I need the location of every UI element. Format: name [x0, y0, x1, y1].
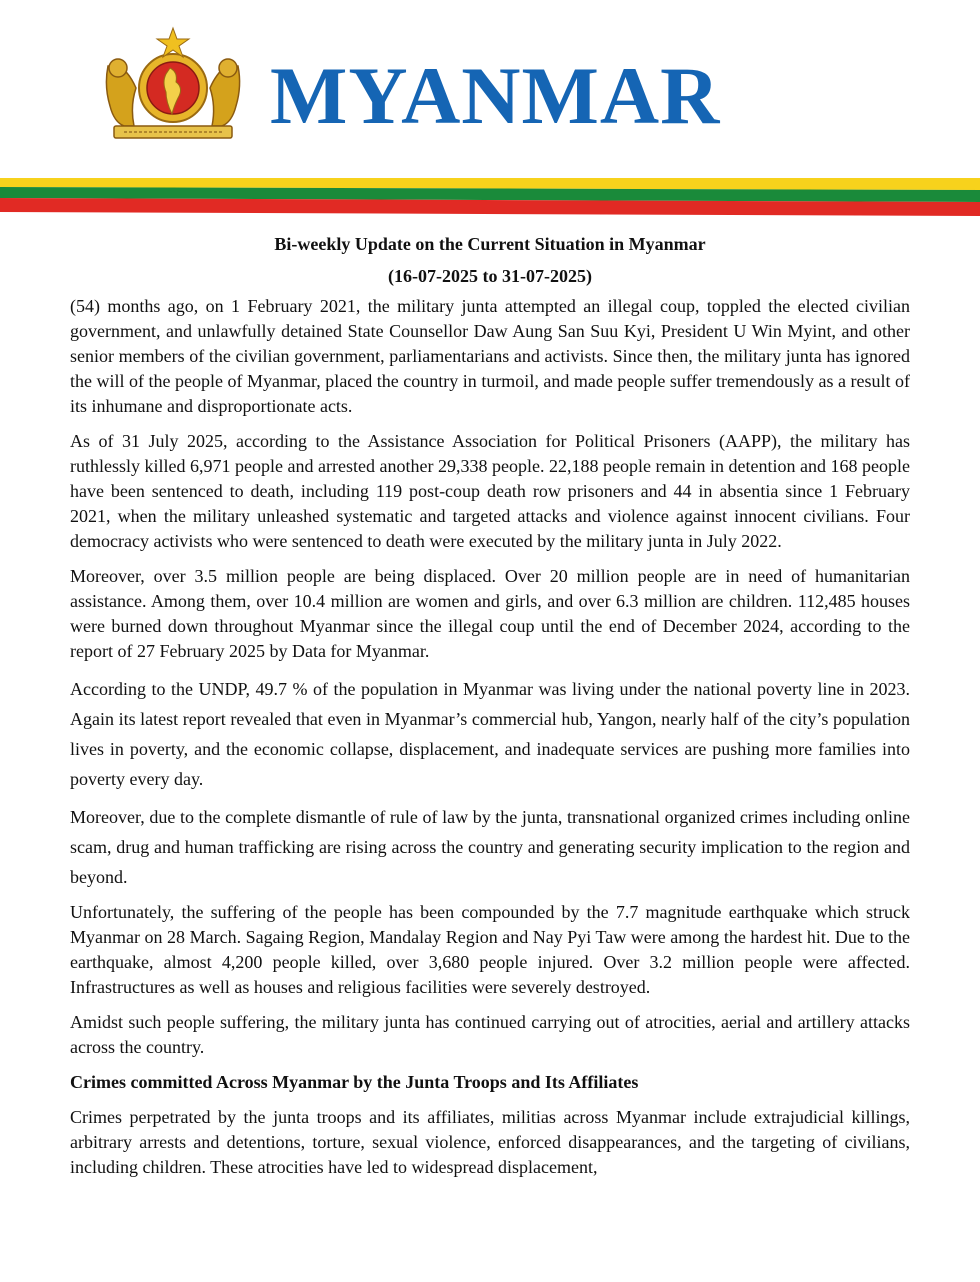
paragraph-organized-crime: Moreover, due to the complete dismantle of rule of law by the junta, transnational organized crimes including online scam, drug and human trafficking are rising across the country and generating security implication to the region and beyond.	[70, 807, 910, 887]
paragraph-aapp-figures: As of 31 July 2025, according to the Assistance Association for Political Prisoners (AAPP), the military has ruthlessly killed 6,971 people and arrested another 29,338 people. 22,188 people remain in detention and 168 people have been sentenced to death, including 119 post-coup death row prisoners and 44 in absentia since 1 February 2021, when the military unleashed systematic and targeted attacks and violence against innocent civilians. Four democracy activists who were sentenced to death were executed by the military junta in July 2022.	[70, 431, 910, 551]
section-heading-crimes: Crimes committed Across Myanmar by the Junta Troops and Its Affiliates	[70, 1072, 639, 1092]
reporting-period: (16-07-2025 to 31-07-2025)	[388, 266, 592, 286]
paragraph-earthquake: Unfortunately, the suffering of the people has been compounded by the 7.7 magnitude earthquake which struck Myanmar on 28 March. Sagaing Region, Mandalay Region and Nay Pyi Taw were among the hardest hit. Due to the earthquake, almost 4,200 people killed, over 3,680 people injured. Over 3.2 million people were affected. Infrastructures as well as houses and religious facilities were severely destroyed.	[70, 902, 910, 997]
state-seal-icon	[100, 26, 246, 144]
flag-color-bands	[0, 178, 980, 218]
paragraph-crimes: Crimes perpetrated by the junta troops and its affiliates, militias across Myanmar include extrajudicial killings, arbitrary arrests and detentions, torture, sexual violence, enforced disappearances, and the targeting of civilians, including children. These atrocities have led to widespread displacement,	[70, 1107, 910, 1177]
paragraph-coup: (54) months ago, on 1 February 2021, the military junta attempted an illegal coup, toppled the elected civilian government, and unlawfully detained State Counsellor Daw Aung San Suu Kyi, President U Win Myint, and other senior members of the civilian government, parliamentarians and activists. Since then, the military junta has ignored the will of the people of Myanmar, placed the country in turmoil, and made people suffer tremendously as a result of its inhumane and disproportionate acts.	[70, 296, 910, 416]
paragraph-atrocities: Amidst such people suffering, the military junta has continued carrying out of atrocities, aerial and artillery attacks across the country.	[70, 1012, 910, 1057]
country-wordmark: MYANMAR	[270, 50, 721, 141]
letterhead	[0, 0, 980, 220]
paragraph-displacement: Moreover, over 3.5 million people are being displaced. Over 20 million people are in need of humanitarian assistance. Among them, over 10.4 million are women and girls, and over 6.3 million are children. 112,485 houses were burned down throughout Myanmar since the illegal coup until the end of December 2024, according to the report of 27 February 2025 by Data for Myanmar.	[70, 566, 910, 661]
document-title: Bi-weekly Update on the Current Situation in Myanmar	[274, 234, 706, 254]
update-body	[70, 228, 910, 1190]
paragraph-poverty: According to the UNDP, 49.7 % of the population in Myanmar was living under the national poverty line in 2023. Again its latest report revealed that even in Myanmar’s commercial hub, Yangon, nearly half of the city’s population lives in poverty, and the economic collapse, displacement, and inadequate services are pushing more families into poverty every day.	[70, 679, 910, 789]
